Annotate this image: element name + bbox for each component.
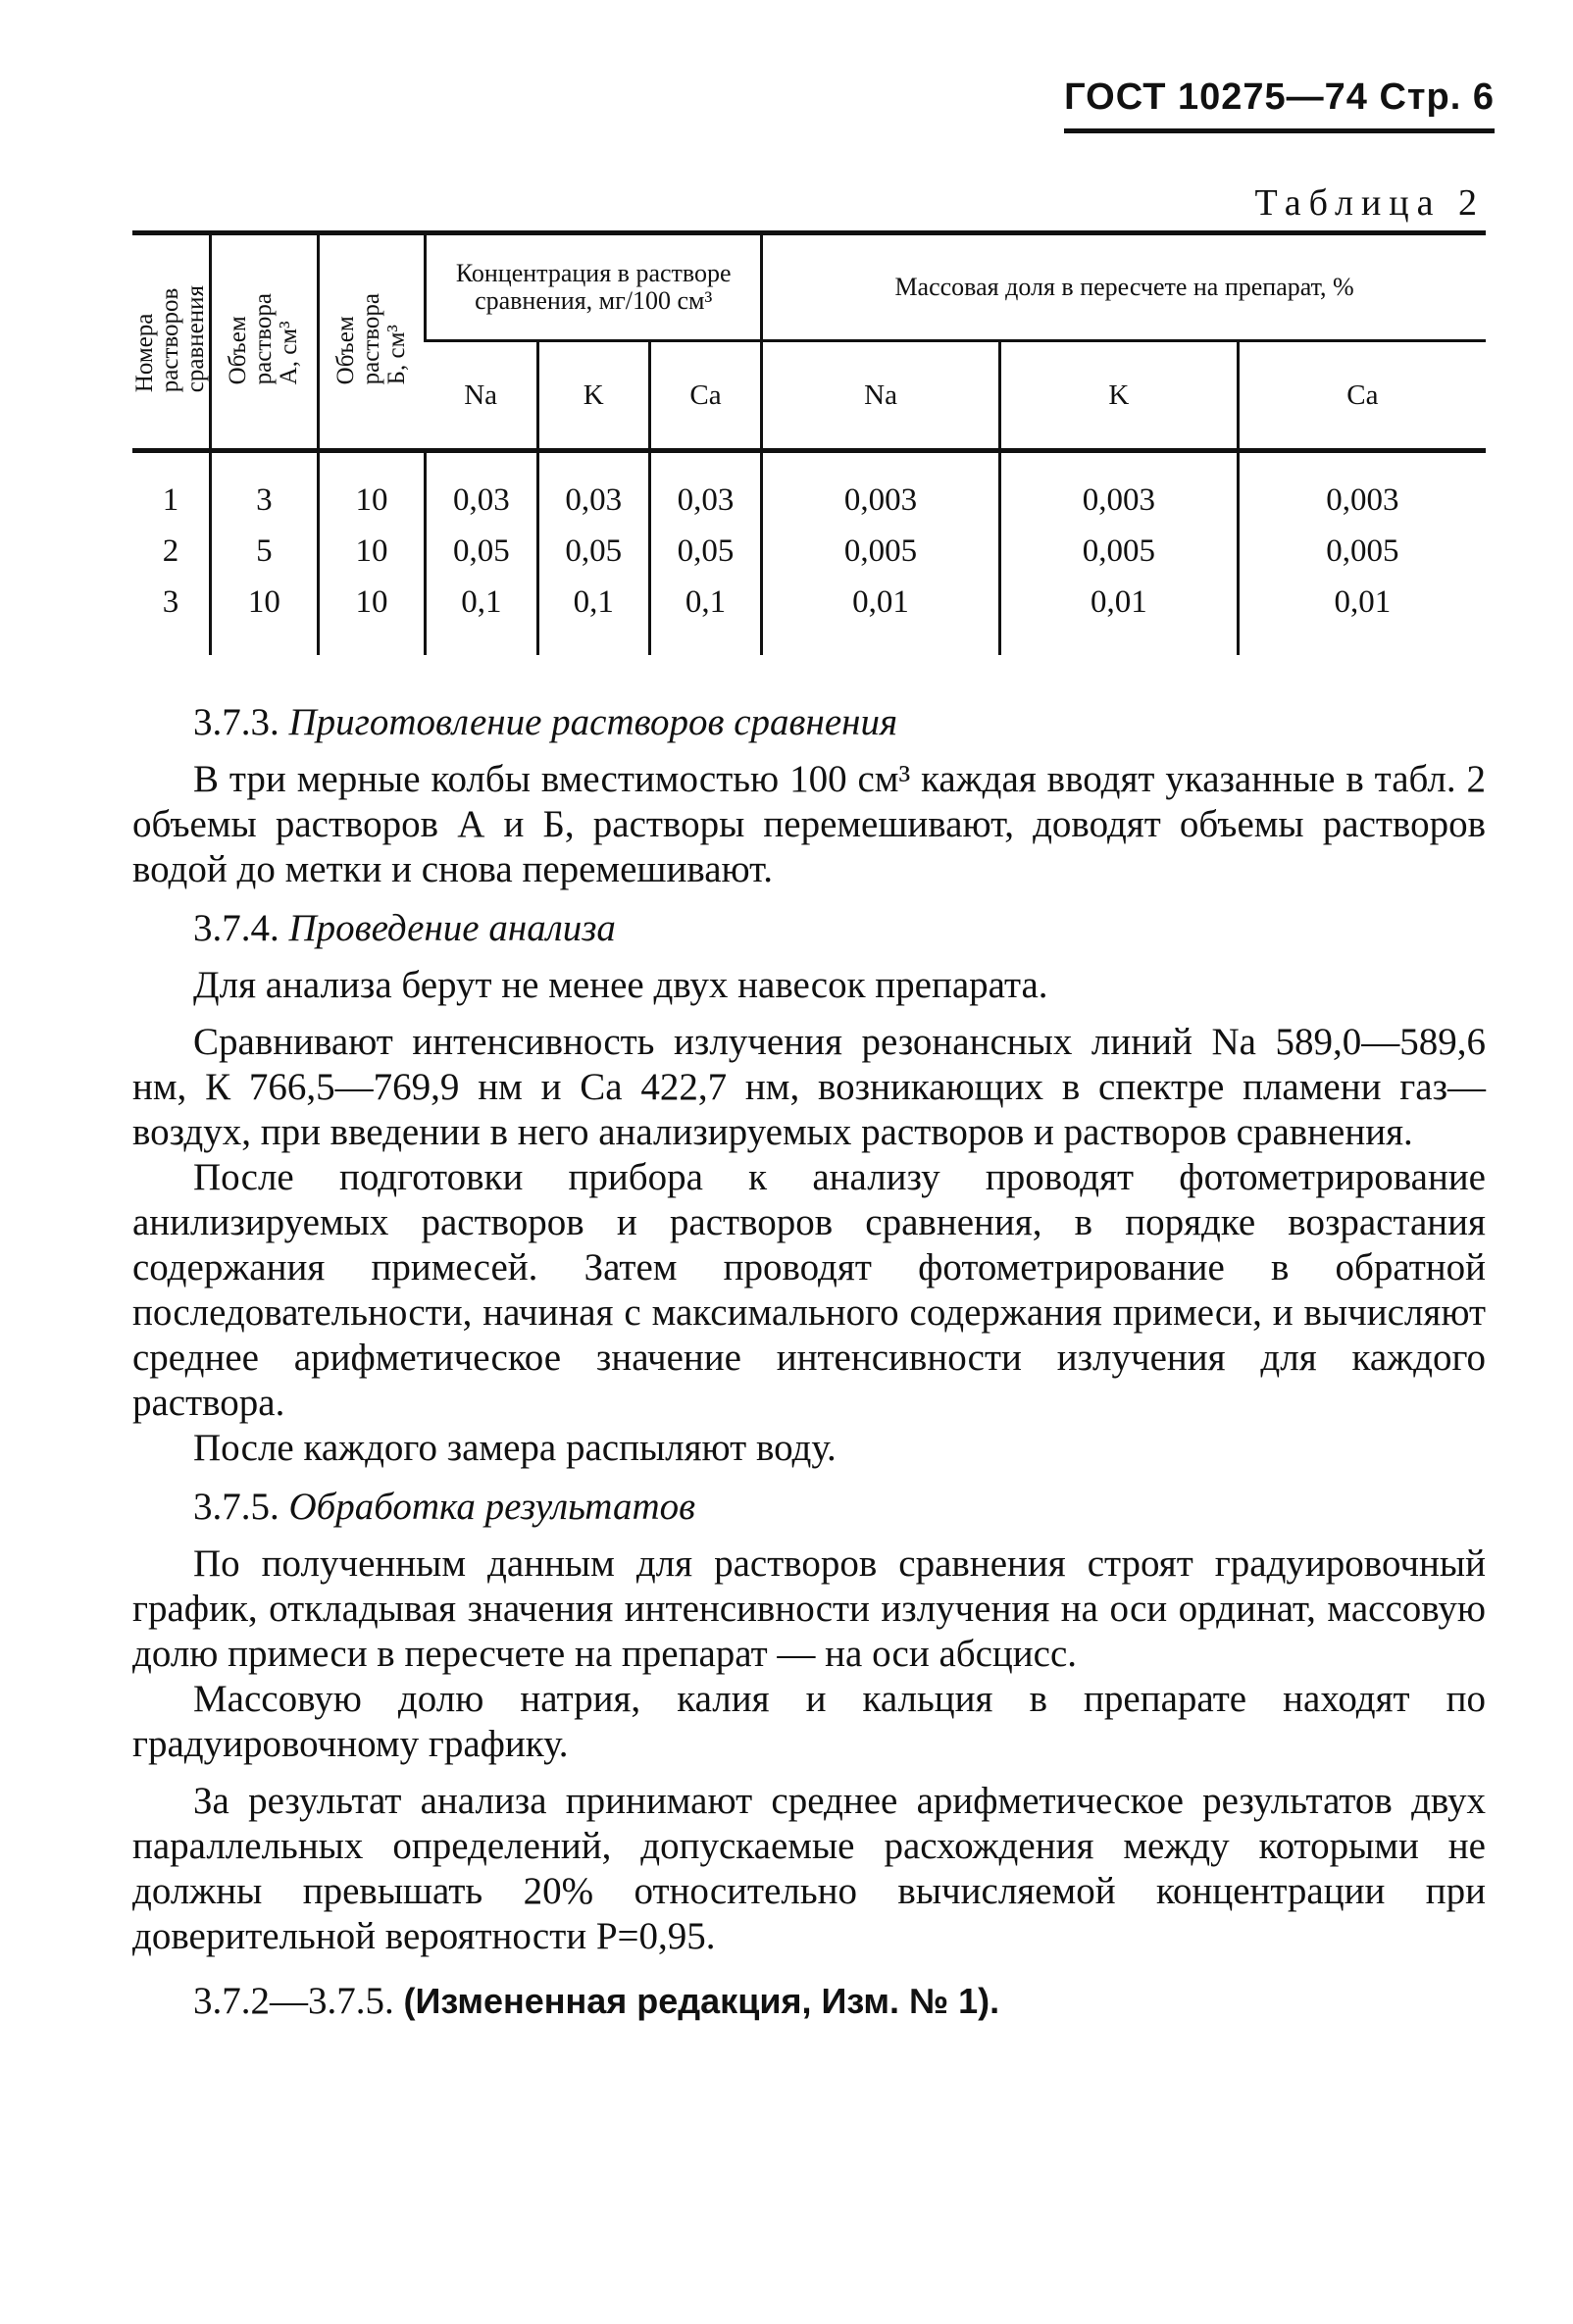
table-cell: 0,01 [999,577,1238,655]
section-number: 3.7.5. [193,1486,279,1528]
table-cell: 0,1 [426,577,537,655]
col-header-k-fraction: K [999,341,1238,451]
table-cell: 0,01 [762,577,1000,655]
section-title: Обработка результатов [288,1486,696,1528]
table-cell: 10 [318,526,426,577]
paragraph: После каждого замера распыляют воду. [193,1427,837,1469]
table-row [132,577,1486,655]
table-cell: 10 [318,577,426,655]
table-cell: 0,05 [649,526,761,577]
table-2 [132,230,1486,655]
table-cell: 0,05 [426,526,537,577]
table-cell: 0,1 [649,577,761,655]
paragraph: За результат анализа принимают среднее арифметическое результатов двух параллельных определений, допускаемые расхождения между которыми не должны превышать 20% относительно вычисляемой концентрации при доверительной вероятности P=0,95. [132,1780,1486,1957]
amendment-text: (Измененная редакция, Изм. № 1). [403,1981,1000,2021]
table-cell: 2 [162,532,179,569]
table-cell: 10 [318,451,426,527]
col-header-volume-a: Объем раствора А, см³ [211,233,319,451]
col-header-volume-b: Объем раствора Б, см³ [318,233,426,451]
section-heading-3-7-4 [132,906,1486,951]
paragraph: Для анализа берут не менее двух навесок препарата. [193,964,1048,1006]
table-cell: 0,005 [1238,526,1486,577]
table-cell: 0,01 [1238,577,1486,655]
section-number: 3.7.4. [193,907,279,949]
section-title: Проведение анализа [288,907,616,949]
section-heading-3-7-3 [132,700,1486,745]
section-title: Приготовление растворов сравнения [288,701,898,743]
table-cell: 0,03 [426,451,537,527]
paragraph: Массовую долю натрия, калия и кальция в препарате находят по градуировочному графику. [132,1678,1486,1765]
table-row [132,451,1486,527]
amendment-sections: 3.7.2—3.7.5. [193,1980,394,2022]
page-header: ГОСТ 10275—74 Стр. 6 [1064,76,1495,133]
amendment-note [132,1979,1486,2024]
table-cell: 3 [162,583,179,620]
col-header-ca-fraction: Ca [1238,341,1486,451]
table-cell: 10 [211,577,319,655]
col-header-k: K [537,341,649,451]
paragraph: По полученным данным для растворов сравнения строят градуировочный график, откладывая значения интенсивности излучения на оси ординат, массовую долю примеси в пересчете на препарат — на оси абсцисс. [132,1542,1486,1675]
col-header-ca: Ca [649,341,761,451]
table-cell: 0,03 [537,451,649,527]
table-cell: 0,003 [999,451,1238,527]
table-cell: 3 [211,451,319,527]
paragraph: В три мерные колбы вместимостью 100 см³ каждая вводят указанные в табл. 2 объемы растворов А и Б, растворы перемешивают, доводят объемы растворов водой до метки и снова перемешивают. [132,758,1486,890]
table-cell: 0,03 [649,451,761,527]
col-header-number: Номера растворов сравнения [132,233,211,451]
table-cell: 0,1 [537,577,649,655]
col-header-na-fraction: Na [762,341,1000,451]
table-cell: 0,005 [999,526,1238,577]
table-cell: 0,003 [762,451,1000,527]
table-cell: 5 [211,526,319,577]
table-caption: Таблица 2 [1254,182,1485,224]
paragraph: Сравнивают интенсивность излучения резонансных линий Na 589,0—589,6 нм, К 766,5—769,9 нм и Са 422,7 нм, возникающих в спектре пламени газ—воздух, при введении в него анализируемых растворов и растворов сравнения. [132,1021,1486,1153]
document-body [132,686,1486,2024]
section-number: 3.7.3. [193,701,279,743]
table-cell: 0,003 [1238,451,1486,527]
section-heading-3-7-5 [132,1485,1486,1530]
col-header-concentration: Концентрация в растворе сравнения, мг/100 см³ [426,233,762,341]
col-header-mass-fraction: Массовая доля в пересчете на препарат, % [762,233,1486,341]
table-cell: 1 [162,481,179,518]
table-cell: 0,05 [537,526,649,577]
paragraph: После подготовки прибора к анализу проводят фотометрирование анилизируемых растворов и растворов сравнения, в порядке возрастания содержания примесей. Затем проводят фотометрирование в обратной последовательности, начиная с максимального содержания примеси, и вычисляют среднее арифметическое значение интенсивности излучения для каждого раствора. [132,1156,1486,1424]
table-row [132,526,1486,577]
table-cell: 0,005 [762,526,1000,577]
col-header-na: Na [426,341,537,451]
